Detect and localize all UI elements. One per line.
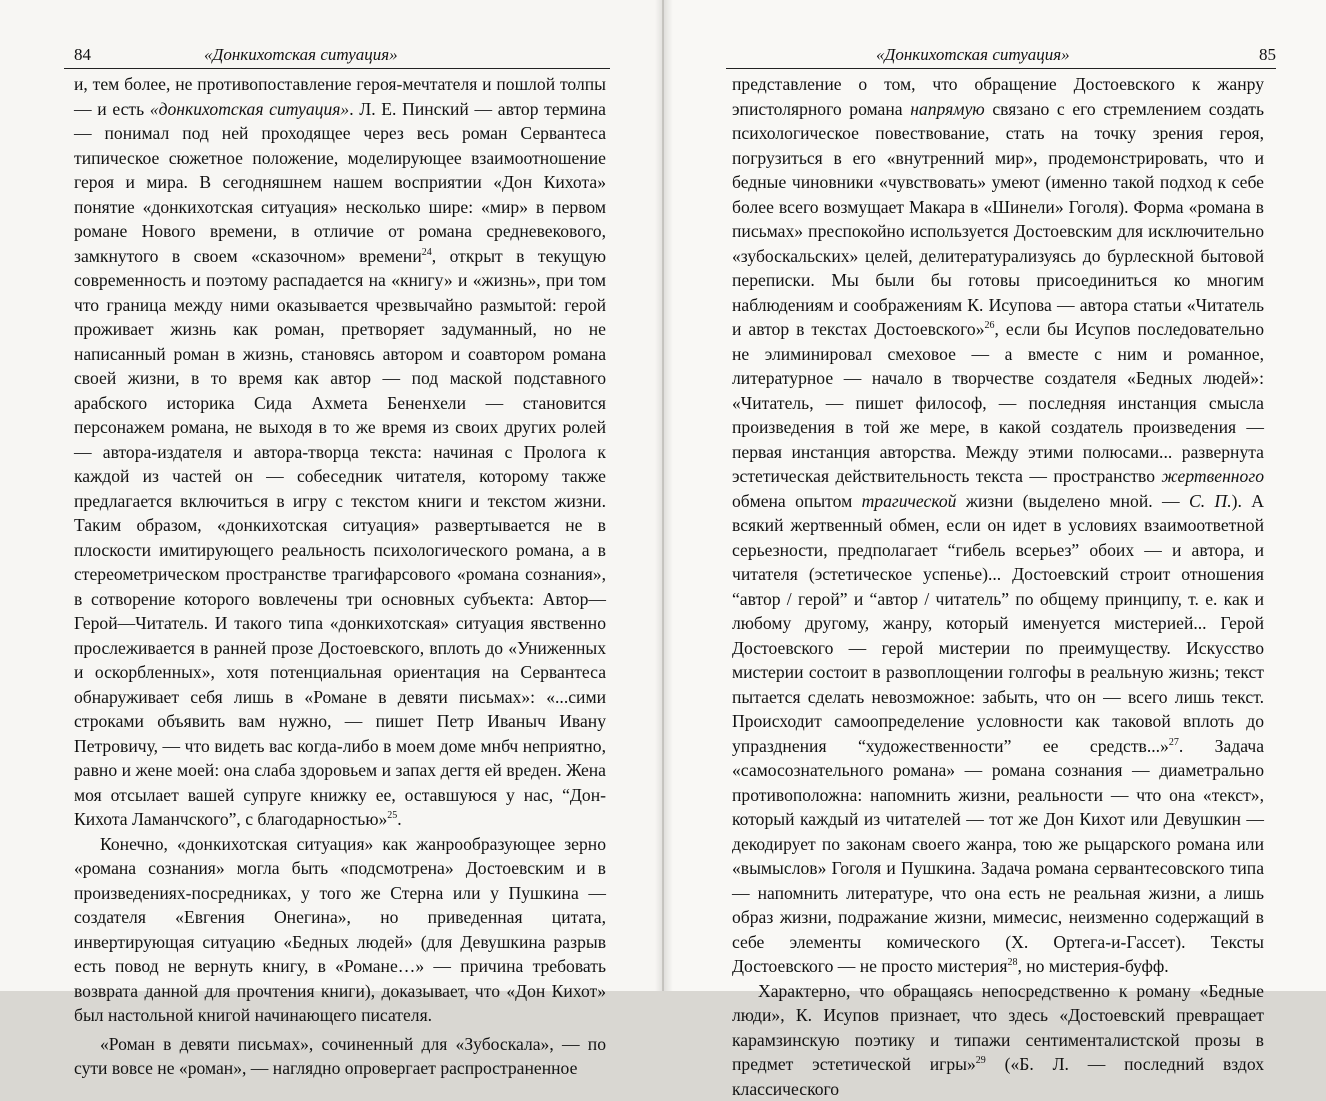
footnote-ref: 24 — [422, 247, 432, 258]
running-head-right — [726, 44, 1276, 66]
running-title-right: «Донкихотская ситуация» — [876, 44, 1070, 66]
page-number-right: 85 — [1259, 44, 1276, 66]
italic-term: «донкихотская ситуация» — [150, 99, 349, 119]
header-rule-right — [726, 68, 1276, 69]
footnote-ref: 26 — [985, 320, 995, 331]
footnote-ref: 28 — [1007, 957, 1017, 968]
footnote-ref: 27 — [1169, 737, 1179, 748]
paragraph: Конечно, «донкихотская ситуация» как жанрообразующее зерно «романа сознания» могла быть «подсмотрена» Достоевским и в произведениях-посредниках, у того же Стерна или у Пушкина — создателя «Евгения Онегина», но приведенная цитата, инвертирующая ситуацию «Бедных людей» (для Девушкина разрыв есть повод не вернуть книгу, в «Романе…» — причина требовать возврата данной для прочтения книги), доказывает, что «Дон Кихот» был настольной книгой начинающего писателя. — [74, 832, 606, 1028]
footnote-ref: 29 — [976, 1055, 986, 1066]
paragraph: «Роман в девяти письмах», сочиненный для «Зубоскала», — по сути вовсе не «роман», — наглядно опровергает распространенное — [74, 1032, 606, 1081]
running-head-left — [64, 44, 610, 66]
paragraph-continued: и, тем более, не противопоставление героя-мечтателя и пошлой толпы — и есть «донкихотская ситуация». Л. Е. Пинский — автор термина — понимал под ней проходящее через весь роман Сервантеса типическое сюжетное положение, моделирующее взаимоотношение героя и мира. В сегодняшнем нашем восприятии «Дон Кихота» понятие «донкихотская ситуация» несколько шире: «мир» в первом романе Нового времени, в отличие от романа средневекового, замкнутого в своем «сказочном» времени$^{24}$, открыт в текущую современность и поэтому распадается на «книгу» и «жизнь», при том что граница между ними оказывается чрезвычайно размытой: герой проживает жизнь как роман, претворяет задуманный, но не написанный роман в жизнь, становясь автором и соавтором романа своей жизни, в то время как автор — под маской подставного арабского историка Сида Ахмета Бененхели — становится персонажем романа, не выходя в то же время из своих других ролей — автора-издателя и автора-творца текста: начиная с Пролога к каждой из частей он — собеседник читателя, которому также предлагается включиться в игру с текстом книги и текстом жизни. Таким образом, «донкихотская ситуация» развертывается не в плоскости имитирующего реальность психологического романа, а в стереометрическом пространстве трагифарсового «романа сознания», в сотворение которого вовлечены три основных субъекта: Автор—Герой—Читатель. И такого типа «донкихотская» ситуация явственно прослеживается в ранней прозе Достоевского, вплоть до «Униженных и оскорбленных», хотя потенциальная ориентация на Сервантеса обнаруживает себя лишь в «Романе в девяти письмах»: «...сими строками объявить вам нужно, — пишет Петр Иваныч Ивану Петровичу, — что видеть вас когда-либо в моем доме мнбч неприятно, равно и жене моей: она слаба здоровьем и запах дегтя ей вреден. Жена моя отсылает вашей супруге книжку ее, оставшуюся у нас, “Дон-Кихота Ламанчского”, с благодарностью»$^{25}$. — [74, 72, 606, 832]
book-gutter-shadow — [655, 0, 673, 991]
paragraph-continued: представление о том, что обращение Достоевского к жанру эпистолярного романа напрямую связано с его стремлением создать психологическое повествование, стать на точку зрения героя, погрузиться в его «внутренний мир», продемонстрировать, что и бедные чиновники «чувствовать» умеют (именно такой подход к себе более всего возмущает Макара в «Шинели» Гоголя). Форма «романа в письмах» преспокойно используется Достоевским для исключительно «зубоскальских» целей, делитературализуясь до бурлескной бытовой переписки. Мы были бы готовы присоединиться ко многим наблюдениям и соображениям К. Исупова — автора статьи «Читатель и автор в текстах Достоевского»$^{26}$, если бы Исупов последовательно не элиминировал смеховое — а вместе с ним и романное, литературное — начало в творчестве создателя «Бедных людей»: «Читатель, — пишет философ, — последняя инстанция смысла произведения в той же мере, в какой создатель произведения — первая инстанция авторства. Между этими полюсами... развернута эстетическая действительность текста — пространство жертвенного обмена опытом трагической жизни (выделено мной. — С. П.). А всякий жертвенный обмен, если он идет в условиях взаимоответной серьезности, предполагает “гибель всерьез” обоих — и автора, и читателя (эстетическое успенье)... Достоевский строит отношения “автор / герой” и “автор / читатель” по общему принципу, т. е. как и любому другому, жанру, который именуется мистерией... Герой Достоевского — герой мистерии по преимуществу. Искусство мистерии состоит в развоплощении голгофы в реальную жизнь; текст пытается сделать невозможное: забыть, что он — всего лишь текст. Происходит самоопределение условности как таковой вплоть до упразднения “художественности” ее средств...»$^{27}$. Задача «самосознательного романа» — романа сознания — диаметрально противоположна: напомнить жизни, реальности — что она «текст», который каждый из читателей — тот же Дон Кихот или Девушкин — декодирует по законам своего жанра, тою же рыцарского романа или «вымыслов» Гоголя и Пушкина. Задача романа сервантесовского типа — напомнить литературе, что она есть не реальная жизни, а лишь образ жизни, подражание жизни, мимесис, неизменно содержащий в себе элементы комического (Х. Ортега-и-Гассет). Тексты Достоевского — не просто мистерия$^{28}$, но мистерия-буфф. — [732, 72, 1264, 979]
paragraph: Характерно, что обращаясь непосредственно к роману «Бедные люди», К. Исупов признает, что здесь «Достоевский превращает карамзинскую поэтику и типажи сентименталистской прозы в предмет эстетической игры»$^{29}$ («Б. Л. — последний вздох классического — [732, 979, 1264, 1101]
header-rule-left — [64, 68, 610, 69]
running-title-left: «Донкихотская ситуация» — [204, 44, 398, 66]
page-number-left: 84 — [74, 44, 91, 66]
left-page — [0, 0, 662, 991]
left-page-text — [74, 72, 606, 1081]
footnote-ref: 25 — [387, 810, 397, 821]
right-page — [664, 0, 1326, 991]
right-page-text — [732, 72, 1264, 1101]
